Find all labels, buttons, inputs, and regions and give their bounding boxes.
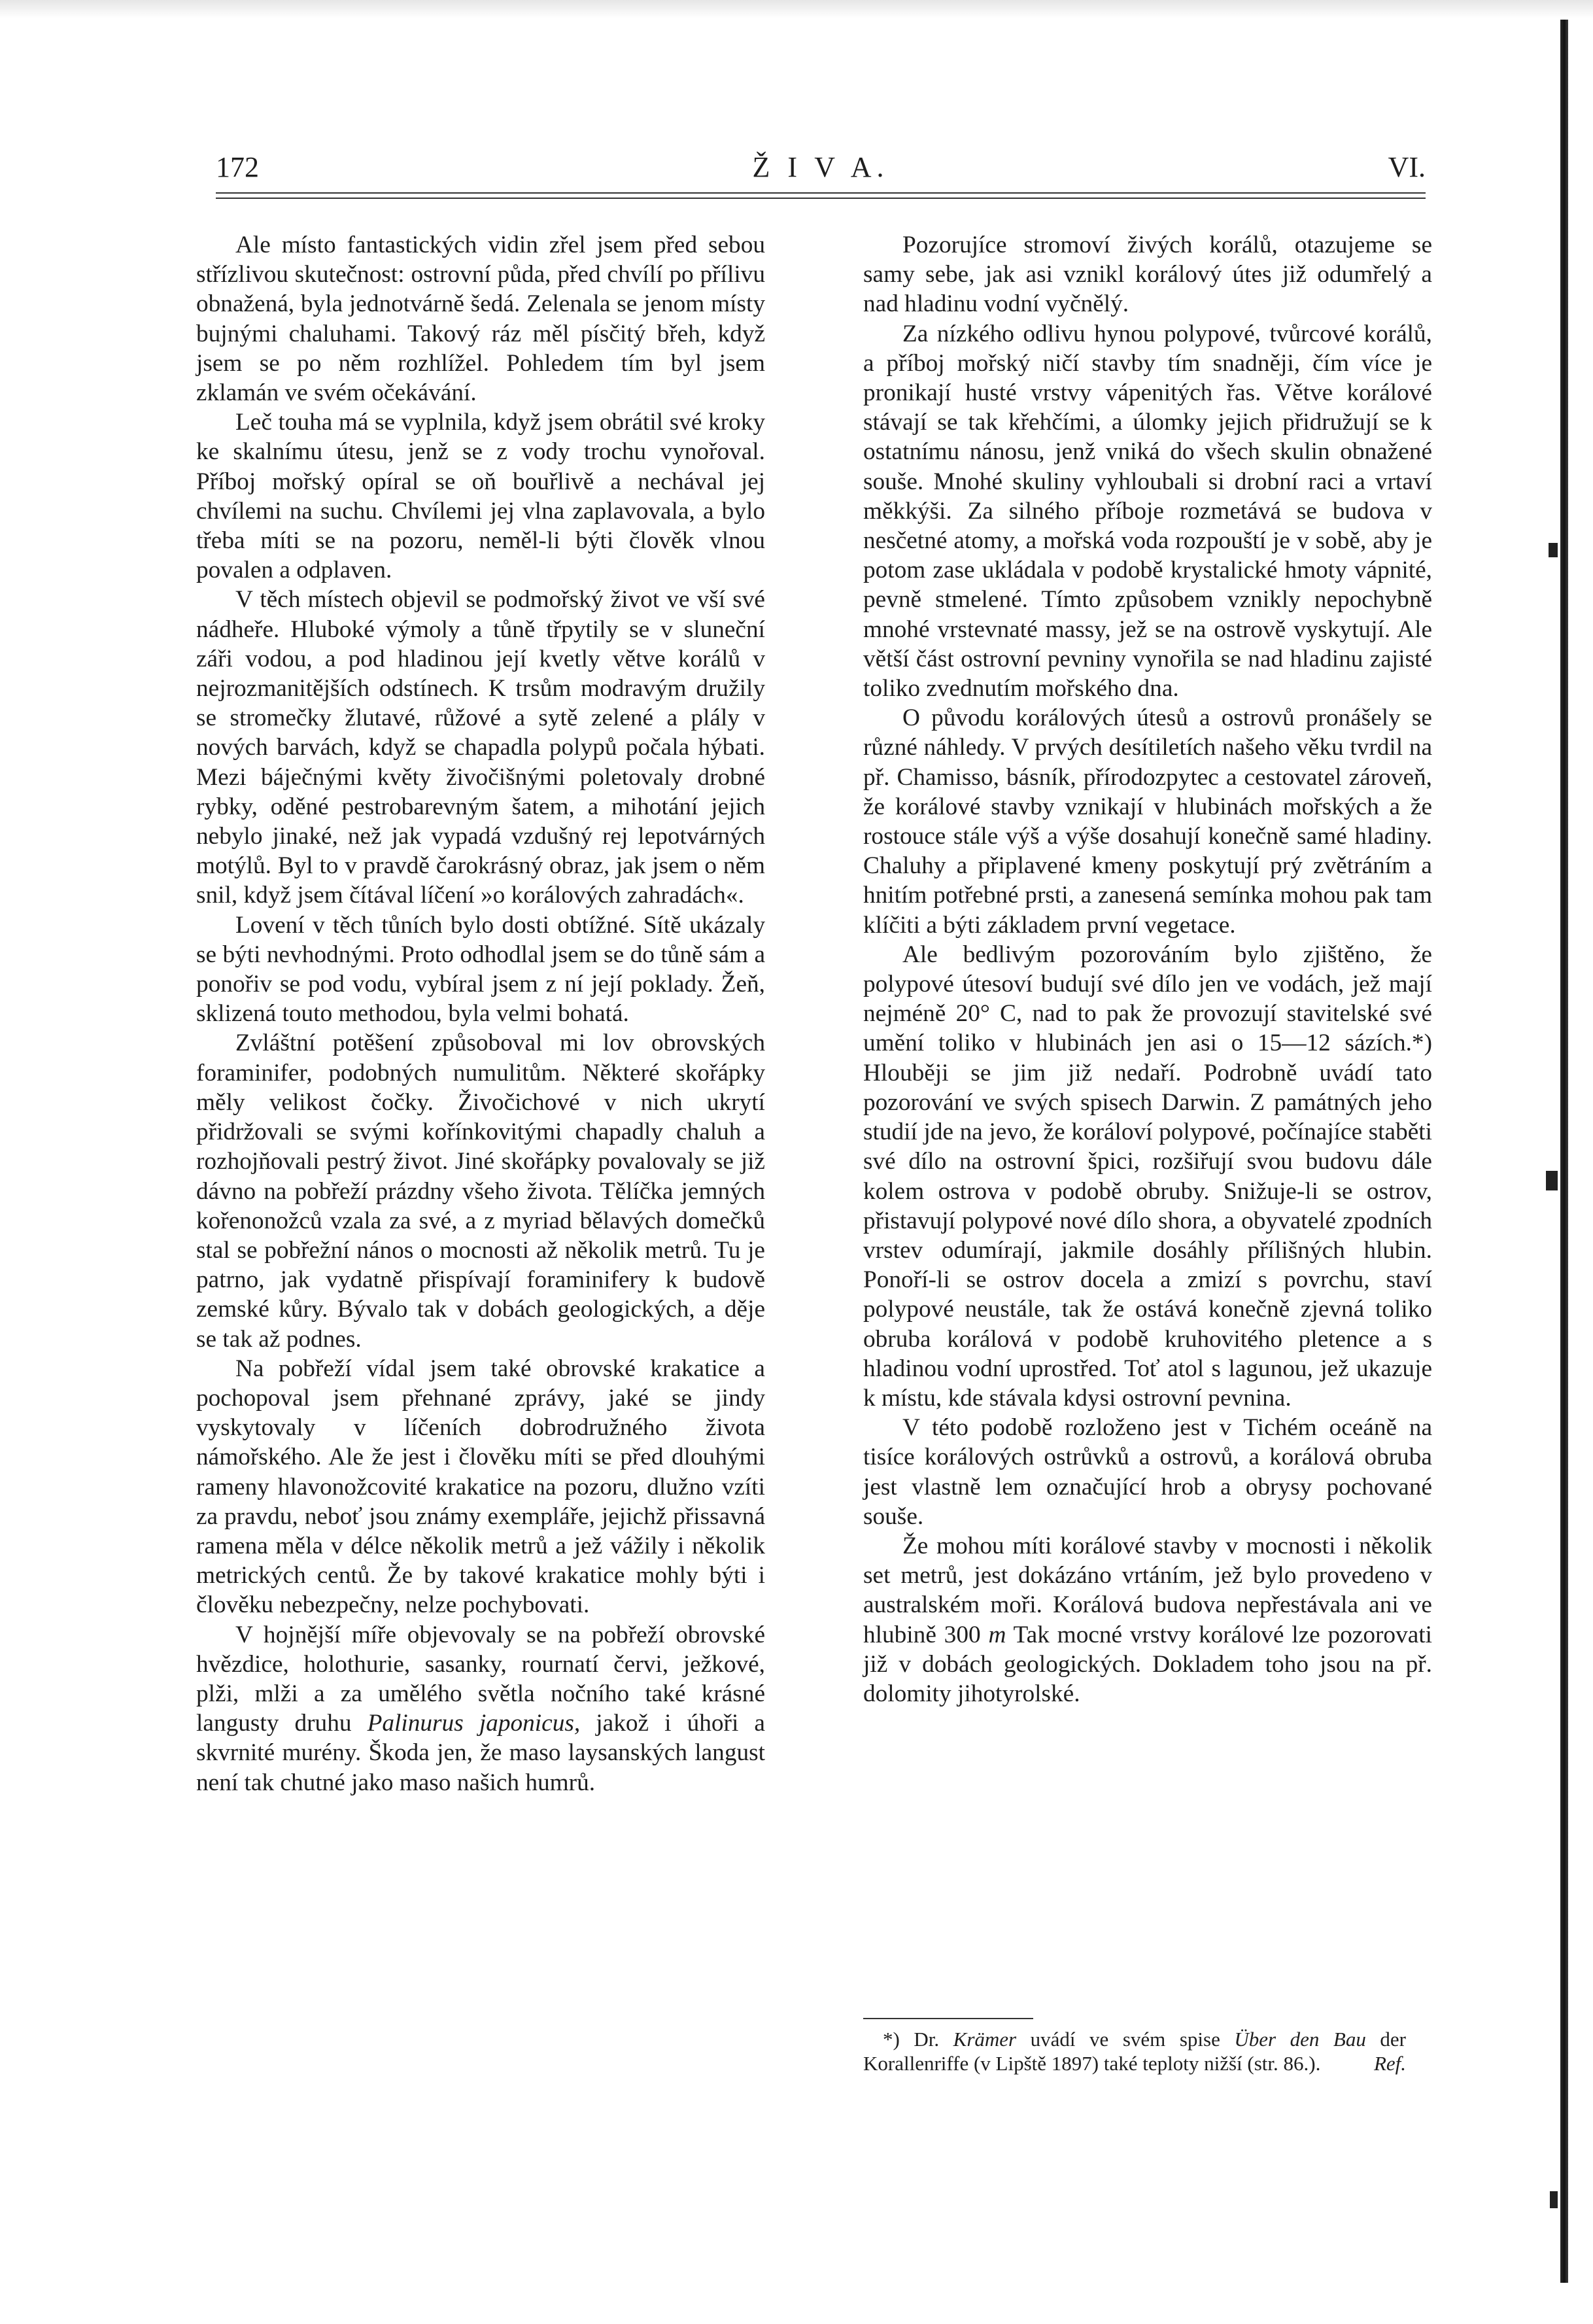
scan-binding-edge xyxy=(1560,20,1568,2283)
volume-number: VI. xyxy=(1388,151,1426,183)
footnote xyxy=(863,2028,1406,2075)
paragraph: Za nízkého odlivu hynou polypové, tvůrcové korálů, a příboj mořský ničí stavby tím snadněji, čím více je pronikají husté vrstvy vápenitých řas. Větve korálové stávají se tak křehčími, a úlomky jejich přidružují se k ostatnímu nánosu, jenž vniká do všech skulin obnažené souše. Mnohé skuliny vyhloubali si drobní raci a vrtaví měkkýši. Za silného příboje rozmetává se budova v nesčetné atomy, a mořská voda rozpouští je v sobě, aby je potom zase ukládala v podobě krystalické hmoty vápnité, pevně stmelené. Tímto způsobem vznikly nepochybně mnohé vrstevnaté massy, jež se na ostrově vyskytují. Ale větší část ostrovní pevniny vynořila se nad hladinu zajisté toliko zvednutím mořského dna. xyxy=(863,320,1432,702)
paragraph: Lovení v těch tůních bylo dosti obtížné. Sítě ukázaly se býti nevhodnými. Proto odhodlal jsem se do tůně sám a ponořiv se pod vodu, vybíral jsem z ní její poklady. Žeň, sklizená touto methodou, byla velmi bohatá. xyxy=(196,911,765,1028)
scan-speck xyxy=(1549,543,1558,557)
journal-title: Ž I V A. xyxy=(752,151,889,183)
footnote-rule xyxy=(863,2018,1033,2019)
paragraph: V těch místech objevil se podmořský život ve vší své nádheře. Hluboké výmoly a tůně třpytily se v sluneční záři vodou, a pod hladinou její kvetly větve korálů v nejrozmanitějších odstínech. K trsům modravým družily se stromečky žlutavé, růžové a sytě zelené a plály v nových barvách, když se chapadla polypů počala hýbati. Mezi báječnými květy živočišnými poletovaly drobné rybky, oděné pestrobarevným šatem, a mihotání jejich nebylo jinaké, než jak vypadá vzdušný rej lepotvárných motýlů. Byl to v pravdě čarokrásný obraz, jak jsem o něm snil, když jsem čítával líčení »o korálových zahradách«. xyxy=(196,586,765,909)
header-rule xyxy=(216,192,1426,199)
paragraph: Leč touha má se vyplnila, když jsem obrátil své kroky ke skalnímu útesu, jenž se z vody trochu vynořoval. Příboj mořský opíral se oň bouřlivě a nechával jej chvílemi na suchu. Chvílemi jej vlna zaplavovala, a bylo třeba míti se na pozoru, neměl-li býti člověk vlnou povalen a odplaven. xyxy=(196,409,765,584)
footnote-text: *) Dr. Krämer uvádí ve svém spise Über den Bau der Korallenriffe (v Lipště 1897) také teploty nižší (str. 86.). xyxy=(863,2028,1406,2075)
left-column xyxy=(196,230,765,1797)
paragraph: V hojnější míře objevovaly se na pobřeží obrovské hvězdice, holothurie, sasanky, rournatí červi, ježkové, plži, mlži a za umělého světla nočního také krásné langusty druhu Palinurus japonicus, jakož i úhoři a skvrnité murény. Škoda jen, že maso laysanských langust není tak chutné jako maso našich humrů. xyxy=(196,1621,765,1796)
paragraph: Ale bedlivým pozorováním bylo zjištěno, že polypové útesoví budují své dílo jen ve vodách, jež mají nejméně 20° C, nad to pak že provozují stavitelské své umění toliko v hlubinách jen asi o 15—12 sázích.*) Hlouběji se jim již nedaří. Podrobně uvádí tato pozorování ve svých spisech Darwin. Z památných jeho studií jde na jevo, že koráloví polypové, počínajíce staběti své dílo na ostrovní špici, rozšiřují svou budovu dále kolem ostrova v podobě obruby. Snižuje-li se ostrov, přistavují polypové nové dílo shora, a obyvatelé zpodních vrstev odumírají, jakmile dosáhly přílišných hlubin. Ponoří-li se ostrov docela a zmizí s povrchu, staví polypové neustále, tak že ostává konečně zjevná toliko obruba korálová v podobě kruhovitého pletence a s hladinou vodní uprostřed. Toť atol s lagunou, jež ukazuje k místu, kde stávala kdysi ostrovní pevnina. xyxy=(863,941,1432,1412)
paragraph: O původu korálových útesů a ostrovů pronášely se různé náhledy. V prvých desítiletích našeho věku tvrdil na př. Chamisso, básník, přírodozpytec a cestovatel zároveň, že korálové stavby vznikají v hlubinách mořských a že rostouce stále výš a výše dosahují konečně samé hladiny. Chaluhy a připlavené kmeny poskytují prý zvětráním a hnitím potřebné prsti, a zanesená semínka mohou pak tam klíčiti a býti základem první vegetace. xyxy=(863,704,1432,939)
paragraph: Pozorujíce stromoví živých korálů, otazujeme se samy sebe, jak asi vznikl korálový útes již odumřelý a nad hladinu vodní vyčnělý. xyxy=(863,232,1432,318)
paragraph: Ale místo fantastických vidin zřel jsem před sebou střízlivou skutečnost: ostrovní půda, před chvílí po přílivu obnažená, byla jednotvárně šedá. Zelenala se jenom místy bujnými chaluhami. Takový ráz měl písčitý břeh, když jsem se po něm rozhlížel. Pohledem tím byl jsem zklamán ve svém očekávání. xyxy=(196,232,765,407)
running-header xyxy=(216,145,1426,191)
right-column xyxy=(863,230,1432,1708)
paragraph: Zvláštní potěšení způsoboval mi lov obrovských foraminifer, podobných numulitům. Některé skořápky měly velikost čočky. Živočichové v nich ukrytí přidržovali se svými kořínkovitými chapadly chaluh a rozhojňovali pestrý život. Jiné skořápky povalovaly se již dávno na pobřeží prázdny všeho života. Tělíčka jemných kořenonožců vzala za své, a z myriad bělavých domečků stal se pobřežní nános o mocnosti až několik metrů. Tu je patrno, jak vydatně přispívají foraminifery k budově zemské kůry. Bývalo tak v dobách geologických, a děje se tak až podnes. xyxy=(196,1030,765,1353)
scan-speck xyxy=(1550,2191,1558,2208)
paragraph: V této podobě rozloženo jest v Tichém oceáně na tisíce korálových ostrůvků a ostrovů, a korálová obruba jest vlastně lem označující hrob a obrysy pochované souše. xyxy=(863,1414,1432,1530)
footnote-ref: Ref. xyxy=(1373,2051,1406,2075)
scan-speck xyxy=(1546,1171,1558,1190)
page-number: 172 xyxy=(216,151,259,183)
paragraph: Že mohou míti korálové stavby v mocnosti i několik set metrů, jest dokázáno vrtáním, jež bylo provedeno v australském moři. Korálová budova nepřestávala ani ve hlubině 300 m Tak mocné vrstvy korálové lze pozorovati již v dobách geologických. Dokladem toho jsou na př. dolomity jihotyrolské. xyxy=(863,1532,1433,1707)
scan-shadow-top xyxy=(0,0,1593,18)
paragraph: Na pobřeží vídal jsem také obrovské krakatice a pochopoval jsem přehnané zprávy, jaké se jindy vyskytovaly v líčeních dobrodružného života námořského. Ale že jest i člověku míti se před dlouhými rameny hlavonožcovité krakatice na pozoru, dlužno vzíti za pravdu, neboť jsou známy exempláře, jejichž přissavná ramena měla v délce několik metrů a jež vážily i několik metrických centů. Že by takové krakatice mohly býti i člověku nebezpečny, nelze pochybovati. xyxy=(196,1355,765,1619)
